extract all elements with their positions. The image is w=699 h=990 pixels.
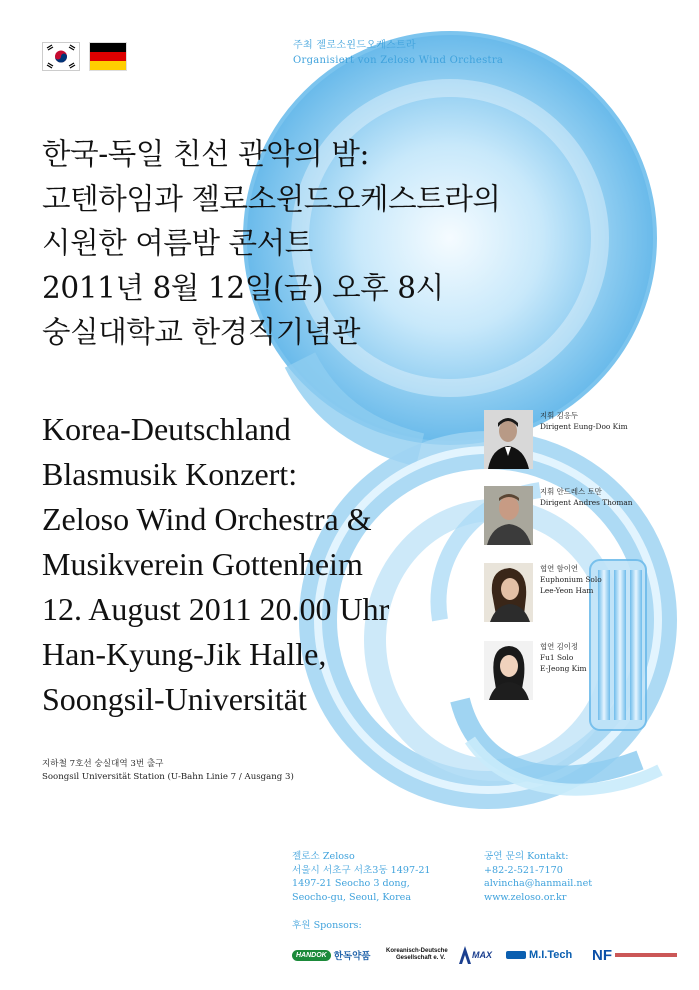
performer-german-name: Dirigent Andres Thoman	[540, 498, 633, 507]
nf-logo	[592, 942, 677, 968]
performer-role: Euphonium Solo	[540, 575, 602, 584]
performer-german-name: E-Jeong Kim	[540, 664, 587, 673]
korean-title	[42, 132, 501, 355]
contact-website[interactable]: www.zeloso.or.kr	[484, 891, 567, 903]
performer-german-name: Dirigent Eung-Doo Kim	[540, 422, 628, 431]
performer-caption	[540, 641, 587, 674]
organizer-info	[293, 38, 503, 68]
german-title-line: Han-Kyung-Jik Halle,	[42, 636, 327, 672]
kdg-logo	[386, 942, 448, 968]
performer-card	[484, 641, 694, 702]
korean-title-line: 2011년 8월 12일(금) 오후 8시	[42, 270, 444, 305]
station-german: Soongsil Universität Station (U-Bahn Linie 7 / Ausgang 3)	[42, 772, 294, 782]
south-korea-flag	[42, 42, 80, 71]
performer-caption	[540, 410, 628, 432]
nf-company-text-icon	[615, 951, 677, 959]
german-title-line: Musikverein Gottenheim	[42, 546, 363, 582]
performer-caption	[540, 563, 602, 596]
korean-title-line: 고텐하임과 젤로소윈드오케스트라의	[42, 181, 501, 216]
max-mark-icon	[458, 945, 472, 965]
performer-german-name: Lee-Yeon Ham	[540, 586, 594, 595]
mitech-logo	[506, 942, 572, 968]
german-title-line: Zeloso Wind Orchestra &	[42, 501, 372, 537]
handok-logo	[292, 942, 370, 968]
performer-card	[484, 486, 694, 547]
contact-email[interactable]: alvincha@hanmail.net	[484, 878, 593, 889]
mitech-mark-icon	[506, 950, 526, 960]
max-text: MAX	[472, 950, 492, 960]
address-korean: 서울시 서초구 서초3동 1497-21	[292, 864, 431, 876]
performer-photo	[484, 486, 533, 545]
nf-mark: NF	[592, 946, 612, 964]
performer-korean-name: 지휘 안드레스 토만	[540, 487, 602, 496]
performer-photo	[484, 563, 533, 622]
performer-korean-name: 협연 함이연	[540, 564, 579, 573]
korean-title-line: 한국-독일 친선 관악의 밤:	[42, 137, 370, 171]
station-korean: 지하철 7호선 숭실대역 3번 출구	[42, 759, 164, 769]
station-info	[42, 758, 294, 784]
korean-title-line: 숭실대학교 한경직기념관	[42, 315, 361, 349]
handok-text: 한독약품	[333, 951, 371, 962]
performer-korean-name: 지휘 김응두	[540, 411, 579, 420]
german-title-line: Blasmusik Konzert:	[42, 456, 298, 492]
sponsors-label: 후원 Sponsors:	[292, 920, 362, 931]
address-line1: 1497-21 Seocho 3 dong,	[292, 878, 410, 889]
korean-title-line: 시원한 여름밤 콘서트	[42, 226, 313, 260]
mitech-text: M.I.Tech	[529, 949, 573, 961]
handok-mark: HANDOK	[292, 950, 331, 961]
german-title-line: 12. August 2011 20.00 Uhr	[42, 591, 390, 627]
performer-role: Fu1 Solo	[540, 653, 574, 662]
max-logo	[458, 942, 492, 968]
contact-title: 공연 문의 Kontakt:	[484, 851, 569, 862]
address-name: 젤로소 Zeloso	[292, 851, 355, 862]
sponsor-logos	[292, 942, 688, 968]
german-title-line: Korea-Deutschland	[42, 411, 291, 447]
performer-korean-name: 협연 김이정	[540, 642, 579, 651]
contact-phone: +82-2-521-7170	[484, 864, 563, 876]
performer-photo	[484, 641, 533, 700]
performer-photo	[484, 410, 533, 469]
german-title-line: Soongsil-Universität	[42, 681, 307, 717]
german-title	[42, 407, 389, 722]
sponsors-title	[292, 919, 362, 933]
performer-card	[484, 563, 694, 624]
organizer-korean: 주최 젤로소윈드오케스트라	[293, 40, 416, 51]
performer-caption	[540, 486, 633, 508]
organizer-german: Organisiert von Zeloso Wind Orchestra	[293, 55, 504, 66]
contact-block	[484, 850, 592, 904]
germany-flag	[89, 42, 127, 71]
performer-card	[484, 410, 694, 471]
address-block	[292, 850, 431, 904]
address-line2: Seocho-gu, Seoul, Korea	[292, 891, 412, 903]
kdg-line1: Koreanisch-Deutsche	[386, 948, 448, 954]
kdg-line2: Gesellschaft e. V.	[396, 955, 446, 961]
